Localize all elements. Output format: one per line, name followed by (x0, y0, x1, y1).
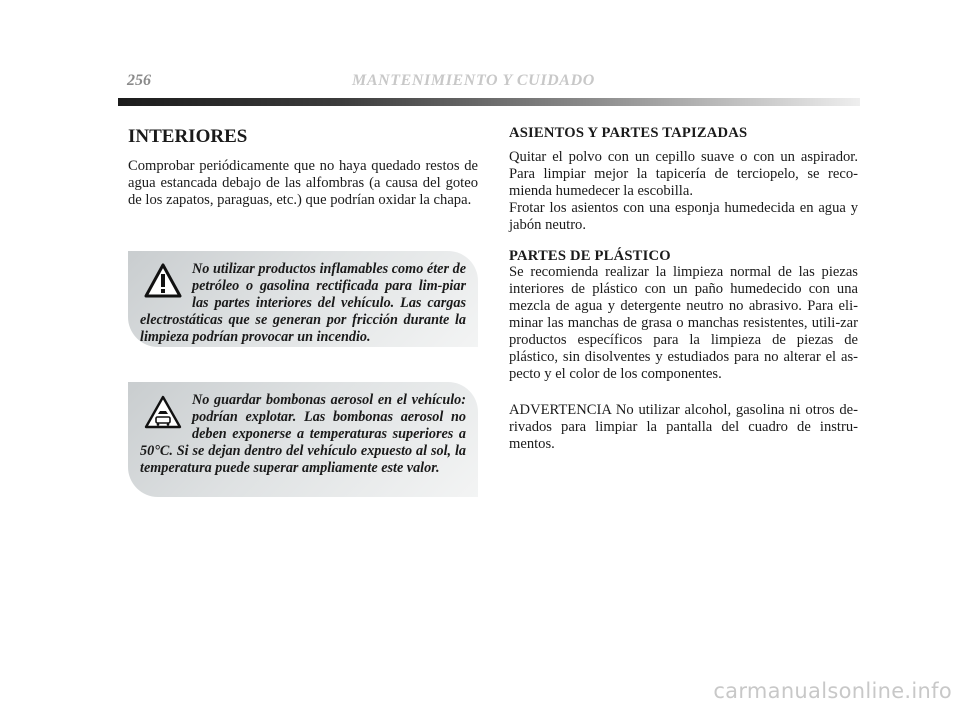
aerosol-caution-icon (144, 394, 182, 430)
warning-triangle-icon (144, 263, 182, 299)
intro-paragraph: Comprobar periódicamente que no haya quedado restos de agua estancada debajo de las alfombras (a causa del goteo de los zapatos, paraguas, etc.) que podrían oxidar la chapa. (128, 158, 478, 208)
page-number: 256 (127, 72, 151, 89)
warning-text-aerosol: No guardar bombonas aerosol en el vehículo: podrían explotar. Las bombonas aerosol no deben exponerse a temperaturas superiores a 50°C. Si se dejan dentro del vehículo expuesto al sol, la temperatura puede superar ampliamente este valor. (140, 392, 466, 476)
warning-box-flammable (128, 251, 478, 347)
seats-paragraphs (509, 149, 858, 234)
warning-text-flammable: No utilizar productos inflamables como éter de petróleo o gasolina rectificada para lim-piar las partes interiores del vehículo. Las cargas electrostáticas que se generan por fricción durante la limpieza podrían provocar un incendio. (140, 261, 466, 345)
section-title-interiores: INTERIORES (128, 126, 248, 147)
seats-paragraph-2: Frotar los asientos con una esponja humedecida en agua y jabón neutro. (509, 200, 858, 233)
subsection-title-plastic: PARTES DE PLÁSTICO (509, 248, 671, 264)
seats-paragraph-1: Quitar el polvo con un cepillo suave o con un aspirador. Para limpiar mejor la tapicería de terciopelo, se reco-mienda humedecer la escobilla. (509, 149, 858, 199)
plastic-paragraph: Se recomienda realizar la limpieza normal de las piezas interiores de plástico con un paño humedecido con una mezcla de agua y detergente neutro no abrasivo. Para eli-minar las manchas de grasa o manchas resistentes, utili-zar productos específicos para la limpieza de piezas de plástico, sin disolventes y estudiados para no alterar el as-pecto y el color de los componentes. (509, 264, 858, 382)
watermark: carmanualsonline.info (713, 679, 952, 703)
warning-box-aerosol (128, 382, 478, 497)
advertencia-paragraph: ADVERTENCIA No utilizar alcohol, gasolina ni otros de-rivados para limpiar la pantalla del cuadro de instru-mentos. (509, 402, 858, 452)
running-head: MANTENIMIENTO Y CUIDADO (352, 72, 595, 89)
subsection-title-seats: ASIENTOS Y PARTES TAPIZADAS (509, 125, 748, 141)
header-rule (118, 98, 860, 106)
